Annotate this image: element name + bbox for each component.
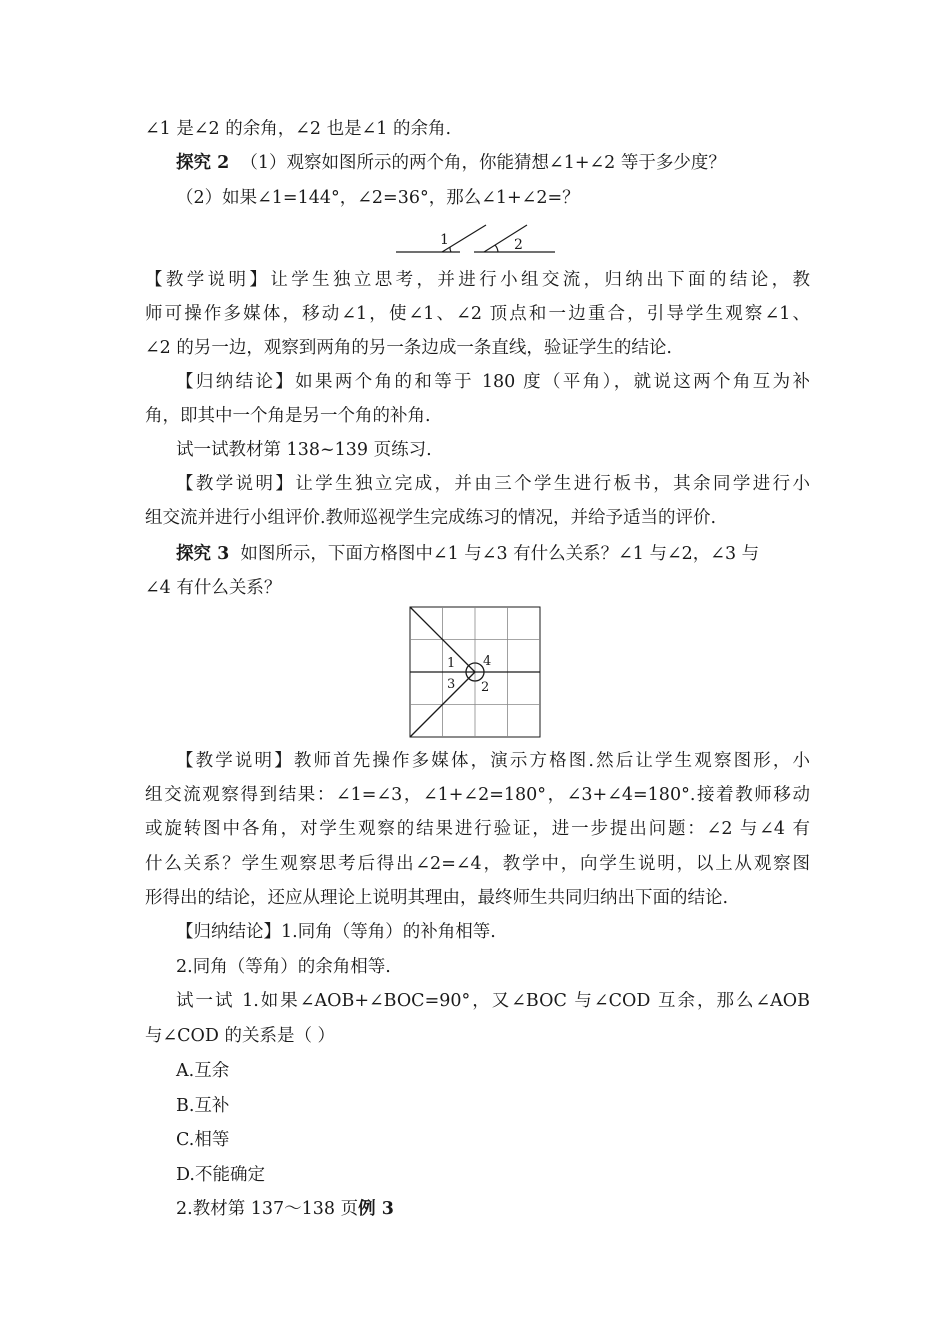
text-line: 【教学说明】让学生独立思考，并进行小组交流，归纳出下面的结论，教	[145, 270, 810, 290]
text-line: 【教学说明】让学生独立完成，并由三个学生进行板书，其余同学进行小	[176, 474, 810, 494]
explore-3-text: 如图所示，下面方格图中∠1 与∠3 有什么关系？∠1 与∠2，∠3 与	[240, 544, 760, 564]
text-line: 【归纳结论】如果两个角的和等于 180 度（平角），就说这两个角互为补	[176, 372, 810, 392]
text-line: 组交流观察得到结果：∠1=∠3，∠1+∠2=180°，∠3+∠4=180°.接着教师移动	[145, 785, 810, 805]
option-c: C.相等	[176, 1130, 230, 1150]
angle-1-label: 1	[447, 656, 456, 671]
text-line: 角，即其中一个角是另一个角的补角.	[145, 406, 431, 426]
option-d: D.不能确定	[176, 1165, 265, 1185]
text-line: 形得出的结论，还应从理论上说明其理由，最终师生共同归纳出下面的结论.	[145, 888, 729, 908]
two-angles-figure	[390, 212, 560, 262]
angle2-arc	[495, 245, 498, 252]
text-line: 组交流并进行小组评价.教师巡视学生完成练习的情况，并给予适当的评价.	[145, 508, 717, 528]
text-line: 【教学说明】教师首先操作多媒体，演示方格图.然后让学生观察图形，小	[176, 751, 810, 771]
explore-2-text: （1）观察如图所示的两个角，你能猜想∠1+∠2 等于多少度？	[240, 153, 726, 173]
text-line: （2）如果∠1=144°，∠2=36°，那么∠1+∠2=？	[176, 188, 580, 208]
text-line: ∠1 是∠2 的余角，∠2 也是∠1 的余角.	[145, 119, 452, 139]
text-line: ∠4 有什么关系？	[145, 578, 282, 598]
text-line: 试一试教材第 138~139 页练习.	[176, 440, 432, 460]
example-ref-bold: 例 3	[358, 1199, 394, 1219]
option-a: A.互余	[176, 1061, 230, 1081]
option-b: B.互补	[176, 1096, 230, 1116]
text-line: 试一试 1.如果∠AOB+∠BOC=90°，又∠BOC 与∠COD 互余，那么∠AOB	[176, 991, 810, 1011]
text-line: 与∠COD 的关系是（ ）	[145, 1026, 336, 1046]
text-line: 或旋转图中各角，对学生观察的结果进行验证，进一步提出问题：∠2 与∠4 有	[145, 819, 810, 839]
angle-2-label: 2	[481, 680, 490, 695]
text-line: 什么关系？学生观察思考后得出∠2=∠4，教学中，向学生说明，以上从观察图	[145, 854, 810, 874]
example-ref-text: 2.教材第 137～138 页	[176, 1199, 359, 1219]
text-line: 2.同角（等角）的余角相等.	[176, 957, 391, 977]
angle-1-label: 1	[440, 232, 449, 248]
example-ref-line	[176, 1191, 810, 1227]
angle-4-label: 4	[483, 654, 492, 669]
angle1-arc	[450, 247, 451, 252]
explore-3-line	[176, 536, 810, 572]
text-line: ∠2 的另一边，观察到两角的另一条边成一条直线，验证学生的结论.	[145, 338, 672, 358]
grid-angles-figure	[405, 603, 545, 741]
explore-3-title: 探究 3	[176, 544, 230, 564]
text-line: 【归纳结论】1.同角（等角）的补角相等.	[176, 922, 496, 942]
explore-2-line	[176, 145, 810, 181]
text-line: 师可操作多媒体，移动∠1，使∠1、∠2 顶点和一边重合，引导学生观察∠1、	[145, 304, 810, 324]
angle-3-label: 3	[447, 677, 456, 692]
angle-2-label: 2	[514, 237, 523, 253]
explore-2-title: 探究 2	[176, 153, 230, 173]
